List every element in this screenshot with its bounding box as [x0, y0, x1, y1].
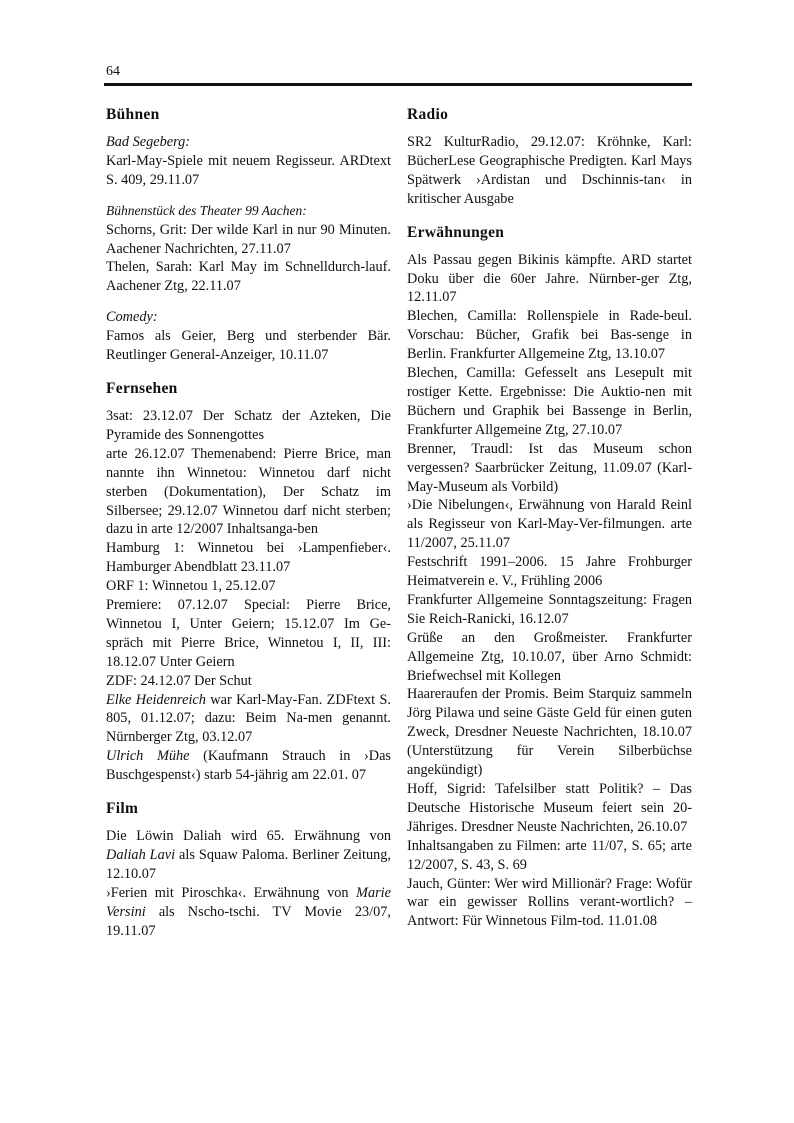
list-item: ZDF: 24.12.07 Der Schut [106, 672, 252, 689]
list-item: Famos als Geier, Berg und sterbender Bär. Reutlinger General-Anzeiger, 10.11.07 [106, 328, 391, 364]
list-item: Schorns, Grit: Der wilde Karl in nur 90 Minuten. Aachener Nachrichten, 27.11.07 [106, 221, 391, 257]
list-item: Ulrich Mühe (Kaufmann Strauch in ›Das Buschgespenst‹) starb 54-jährig am 22.01. 07 [106, 748, 391, 784]
page-number: 64 [106, 64, 120, 79]
person-name: Ulrich Mühe [106, 748, 190, 765]
list-item: SR2 KulturRadio, 29.12.07: Kröhnke, Karl: BücherLese Geographische Predigten. Karl Mays Spätwerk ›Ardistan und Dschinnis-tan‹ in kritischer Ausgabe [407, 134, 692, 207]
section-fernsehen [106, 379, 391, 785]
section-heading-fernsehen: Fernsehen [106, 379, 178, 397]
person-name: Elke Heidenreich [106, 691, 206, 708]
section-heading-radio: Radio [407, 106, 449, 123]
section-heading-erwaehnungen: Erwähnungen [407, 223, 505, 241]
list-item: Frankfurter Allgemeine Sonntagszeitung: Fragen Sie Reich-Ranicki, 16.12.07 [407, 591, 692, 627]
section-heading-film: Film [106, 800, 139, 818]
subheading-comedy: Comedy: [106, 309, 158, 326]
list-item: Karl-May-Spiele mit neuem Regisseur. ARDtext S. 409, 29.11.07 [106, 152, 391, 188]
list-item: Hamburg 1: Winnetou bei ›Lampenfieber‹. Hamburger Abendblatt 23.11.07 [106, 540, 391, 576]
list-item: arte 26.12.07 Themenabend: Pierre Brice, man nannte ihn Winnetou: Winnetou darf nicht sterben (Dokumentation), Der Schatz im Silbersee; 29.12.07 Winnetou darf nicht sterben; dazu in arte 12/2007 Inhaltsanga-ben [106, 445, 391, 538]
person-name: Marie Versini [106, 884, 391, 920]
list-item: Als Passau gegen Bikinis kämpfte. ARD startet Doku über die 60er Jahre. Nürnber-ger Ztg, 12.11.07 [407, 251, 692, 306]
section-film [106, 799, 391, 940]
list-item: ›Die Nibelungen‹, Erwähnung von Harald Reinl als Regisseur von Karl-May-Ver-filmungen. arte 11/2007, 25.11.07 [407, 497, 692, 552]
header-rule [104, 83, 692, 86]
list-item: Blechen, Camilla: Rollenspiele in Rade-beul. Vorschau: Bücher, Grafik bei Bas-senge in Berlin. Frankfurter Allgemeine Ztg, 13.10.07 [407, 308, 692, 363]
list-item: Blechen, Camilla: Gefesselt ans Lesepult mit rostiger Kette. Ergebnisse: Die Auktio-nen mit Büchern und Graphik bei Bassenge in Berlin, Frankfurter Allgemeine Ztg, 27.10.07 [407, 365, 692, 438]
section-buehnen [106, 105, 391, 365]
section-erwaehnungen [407, 223, 692, 932]
list-item: ›Ferien mit Piroschka‹. Erwähnung von Marie Versini als Nscho-tschi. TV Movie 23/07, 19.11.07 [106, 884, 391, 939]
section-radio [407, 105, 692, 209]
list-item: Jauch, Günter: Wer wird Millionär? Frage: Wofür war ein gewisser Rollins verant-wortlich? – Antwort: Für Winnetous Film-tod. 11.01.08 [407, 875, 692, 930]
person-name: Daliah Lavi [106, 847, 176, 863]
list-item: Hoff, Sigrid: Tafelsilber statt Politik? – Das Deutsche Historische Museum feiert sein 20-Jähriges. Dresdner Neuste Nachrichten, 26.10.07 [407, 781, 692, 835]
subheading-bad-segeberg: Bad Segeberg: [106, 134, 191, 150]
section-heading-buehnen: Bühnen [106, 106, 160, 123]
list-item: Brenner, Traudl: Ist das Museum schon vergessen? Saarbrücker Zeitung, 11.09.07 (Karl-May-Museum als Vorbild) [407, 440, 692, 495]
list-item: Thelen, Sarah: Karl May im Schnelldurch-lauf. Aachener Ztg, 22.11.07 [106, 259, 391, 295]
list-item: Grüße an den Großmeister. Frankfurter Allgemeine Ztg, 10.10.07, über Arno Schmidt: Briefwechsel mit Kollegen [407, 629, 692, 684]
list-item: Inhaltsangaben zu Filmen: arte 11/07, S. 65; arte 12/2007, S. 43, S. 69 [407, 837, 692, 873]
right-column [407, 105, 692, 945]
subheading-theater-99: Bühnenstück des Theater 99 Aachen: [106, 202, 307, 218]
left-column [106, 105, 391, 955]
list-item: Haareraufen der Promis. Beim Starquiz sammeln Jörg Pilawa und seine Gäste Geld für einen guten Zweck, Dresdner Neueste Nachrichten, 18.10.07 (Unterstützung für Verein Silberbüchse angekündigt) [407, 686, 692, 779]
list-item: Premiere: 07.12.07 Special: Pierre Brice, Winnetou I, Unter Geiern; 15.12.07 Im Ge-spräch mit Pierre Brice, Winnetou I, II, III: 18.12.07 Unter Geiern [106, 597, 391, 670]
list-item: Die Löwin Daliah wird 65. Erwähnung von Daliah Lavi als Squaw Paloma. Berliner Zeitung, 12.10.07 [106, 828, 391, 882]
list-item: 3sat: 23.12.07 Der Schatz der Azteken, Die Pyramide des Sonnengottes [106, 407, 391, 443]
list-item: ORF 1: Winnetou 1, 25.12.07 [106, 578, 276, 595]
list-item: Elke Heidenreich war Karl-May-Fan. ZDFtext S. 805, 01.12.07; dazu: Beim Na-men genannt. Nürnberger Ztg, 03.12.07 [106, 691, 391, 746]
list-item: Festschrift 1991–2006. 15 Jahre Frohburger Heimatverein e. V., Frühling 2006 [407, 554, 692, 590]
